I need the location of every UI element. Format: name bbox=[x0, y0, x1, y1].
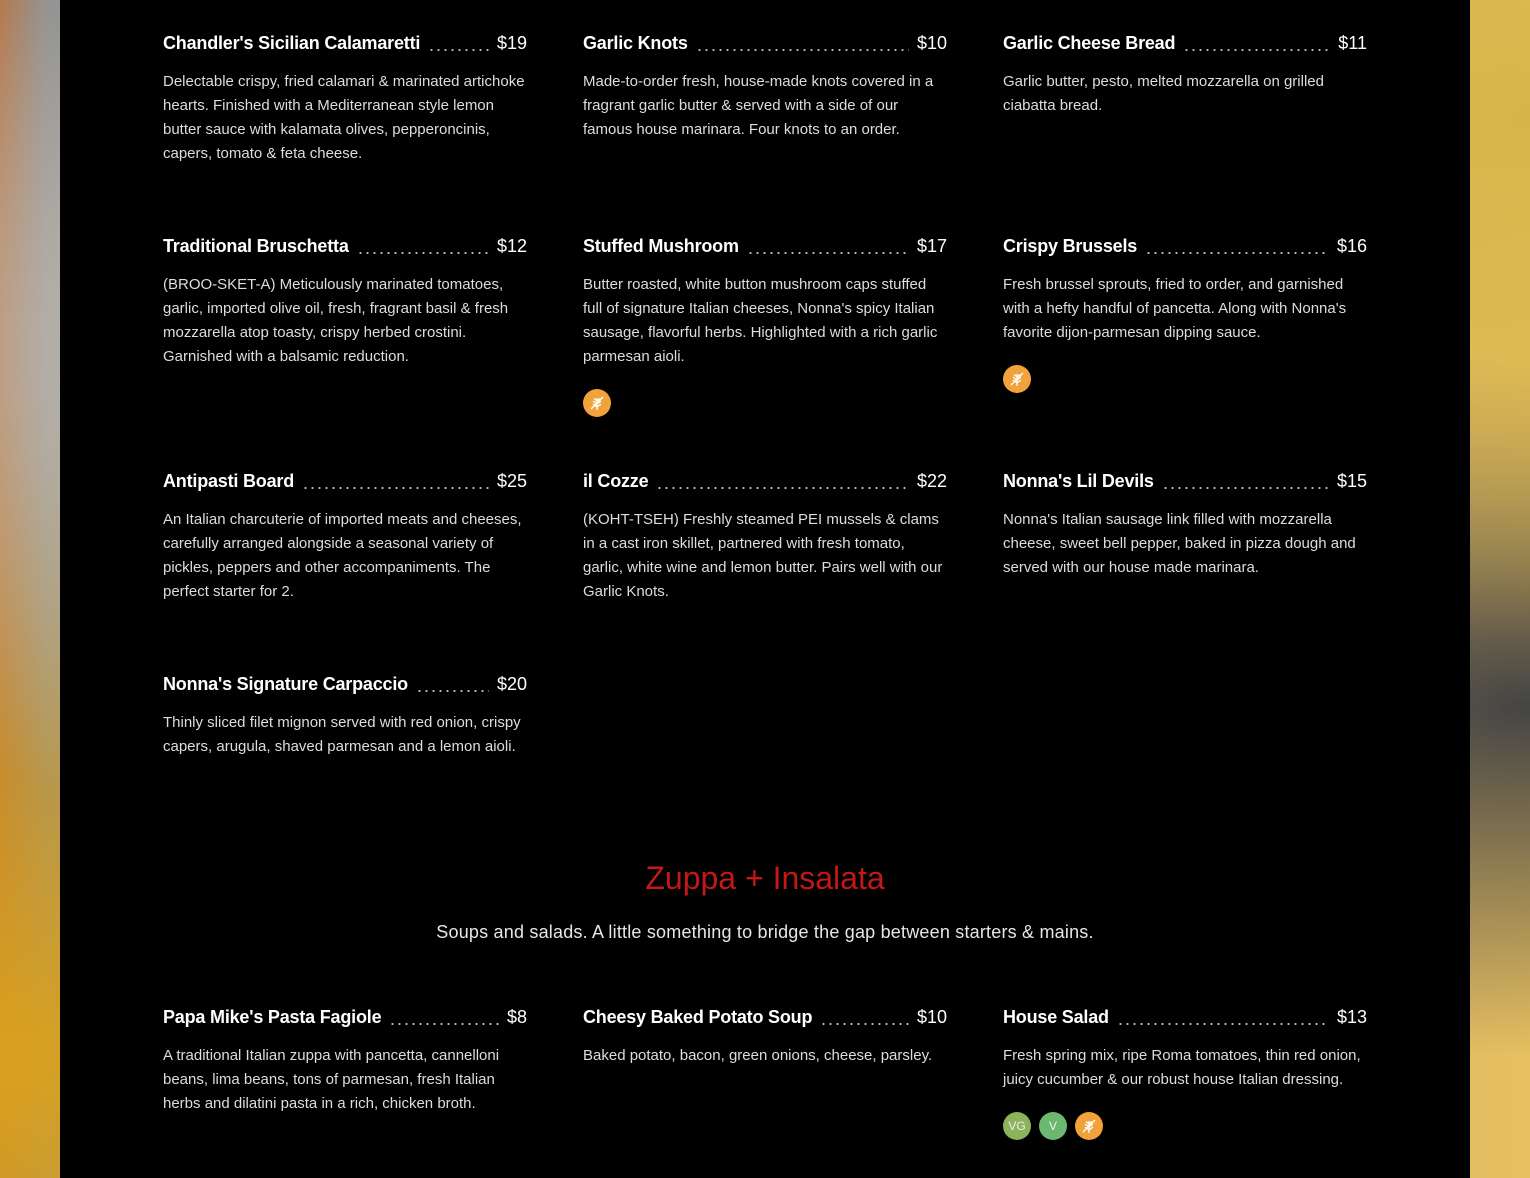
item-price: $8 bbox=[506, 1007, 527, 1027]
item-price: $19 bbox=[496, 33, 527, 53]
gluten-free-icon bbox=[1075, 1112, 1103, 1140]
gluten-free-icon bbox=[583, 389, 611, 417]
item-description: Thinly sliced filet mignon served with red onion, crispy capers, arugula, shaved parmesan and a lemon aioli. bbox=[163, 714, 521, 755]
menu-item bbox=[583, 236, 947, 417]
dot-leader bbox=[696, 49, 909, 51]
item-description: Fresh brussel sprouts, fried to order, and garnished with a hefty handful of pancetta. Along with Nonna's favorite dijon-parmesan dipping sauce. bbox=[1003, 276, 1347, 341]
menu-item bbox=[1003, 471, 1367, 580]
item-price: $10 bbox=[916, 1007, 947, 1027]
item-description: Nonna's Italian sausage link filled with mozzarella cheese, sweet bell pepper, baked in pizza dough and served with our house made marinara. bbox=[1003, 511, 1356, 576]
item-name: Garlic Cheese Bread bbox=[1003, 33, 1176, 53]
item-description: Baked potato, bacon, green onions, cheese, parsley. bbox=[583, 1047, 933, 1064]
menu-item bbox=[1003, 33, 1367, 118]
section-title: Zuppa + Insalata bbox=[645, 860, 885, 896]
item-description: An Italian charcuterie of imported meats and cheeses, carefully arranged alongside a seasonal variety of pickles, peppers and other accompaniments. The perfect starter for 2. bbox=[163, 511, 522, 600]
menu-item bbox=[583, 33, 947, 142]
item-price: $22 bbox=[916, 471, 947, 491]
item-name: Antipasti Board bbox=[163, 471, 295, 491]
dot-leader bbox=[389, 1023, 499, 1025]
item-description: Butter roasted, white button mushroom caps stuffed full of signature Italian cheeses, Nonna's spicy Italian sausage, flavorful herbs. Highlighted with a rich garlic parmesan aioli. bbox=[583, 276, 938, 365]
dot-leader bbox=[656, 487, 909, 489]
item-description: (BROO-SKET-A) Meticulously marinated tomatoes, garlic, imported olive oil, fresh, fragrant basil & fresh mozzarella atop toasty, crispy herbed crostini. Garnished with a balsamic reduction. bbox=[163, 276, 509, 365]
menu-item bbox=[1003, 1007, 1367, 1140]
item-name: Stuffed Mushroom bbox=[583, 236, 739, 256]
item-price: $13 bbox=[1336, 1007, 1367, 1027]
dot-leader bbox=[357, 252, 489, 254]
item-price: $20 bbox=[496, 674, 527, 694]
dot-leader bbox=[416, 690, 489, 692]
item-price: $11 bbox=[1338, 33, 1367, 53]
menu-item bbox=[1003, 236, 1367, 393]
item-name: House Salad bbox=[1003, 1007, 1109, 1027]
item-price: $25 bbox=[496, 471, 527, 491]
item-name: Cheesy Baked Potato Soup bbox=[583, 1007, 813, 1027]
item-price: $10 bbox=[916, 33, 947, 53]
item-name: Papa Mike's Pasta Fagiole bbox=[163, 1007, 382, 1027]
item-name: Nonna's Signature Carpaccio bbox=[163, 674, 408, 694]
section-subtitle: Soups and salads. A little something to bridge the gap between starters & mains. bbox=[436, 922, 1094, 942]
item-description: Made-to-order fresh, house-made knots covered in a fragrant garlic butter & served with a side of our famous house marinara. Four knots to an order. bbox=[583, 73, 934, 138]
dot-leader bbox=[428, 49, 489, 51]
item-price: $16 bbox=[1336, 236, 1367, 256]
item-price: $12 bbox=[496, 236, 527, 256]
item-description: A traditional Italian zuppa with pancetta, cannelloni beans, lima beans, tons of parmesan, fresh Italian herbs and dilatini pasta in a rich, chicken broth. bbox=[163, 1047, 500, 1112]
menu-panel bbox=[60, 0, 1470, 1178]
dot-leader bbox=[820, 1023, 909, 1025]
vegetarian-icon: V bbox=[1039, 1112, 1067, 1140]
gluten-free-icon bbox=[1003, 365, 1031, 393]
menu-item bbox=[163, 674, 527, 759]
item-name: il Cozze bbox=[583, 471, 649, 491]
item-description: Fresh spring mix, ripe Roma tomatoes, thin red onion, juicy cucumber & our robust house Italian dressing. bbox=[1003, 1047, 1361, 1088]
menu-item bbox=[583, 471, 947, 604]
item-name: Nonna's Lil Devils bbox=[1003, 471, 1154, 491]
item-description: Garlic butter, pesto, melted mozzarella on grilled ciabatta bread. bbox=[1003, 73, 1324, 114]
dot-leader bbox=[1145, 252, 1329, 254]
item-price: $15 bbox=[1336, 471, 1367, 491]
item-description: Delectable crispy, fried calamari & marinated artichoke hearts. Finished with a Mediterranean style lemon butter sauce with kalamata olives, pepperoncinis, capers, tomato & feta cheese. bbox=[163, 73, 525, 162]
menu-item bbox=[163, 1007, 527, 1116]
item-name: Traditional Bruschetta bbox=[163, 236, 349, 256]
item-name: Chandler's Sicilian Calamaretti bbox=[163, 33, 421, 53]
item-description: (KOHT-TSEH) Freshly steamed PEI mussels & clams in a cast iron skillet, partnered with fresh tomato, garlic, white wine and lemon butter. Pairs well with our Garlic Knots. bbox=[583, 511, 943, 600]
dot-leader bbox=[302, 487, 489, 489]
item-price: $17 bbox=[916, 236, 947, 256]
menu-item bbox=[163, 471, 527, 604]
dot-leader bbox=[1183, 49, 1330, 51]
menu-item bbox=[583, 1007, 947, 1068]
menu-item bbox=[163, 236, 527, 369]
item-name: Crispy Brussels bbox=[1003, 236, 1138, 256]
dot-leader bbox=[747, 252, 909, 254]
dot-leader bbox=[1162, 487, 1329, 489]
menu-item bbox=[163, 33, 527, 166]
dot-leader bbox=[1117, 1023, 1329, 1025]
vegan-icon: VG bbox=[1003, 1112, 1031, 1140]
item-name: Garlic Knots bbox=[583, 33, 688, 53]
